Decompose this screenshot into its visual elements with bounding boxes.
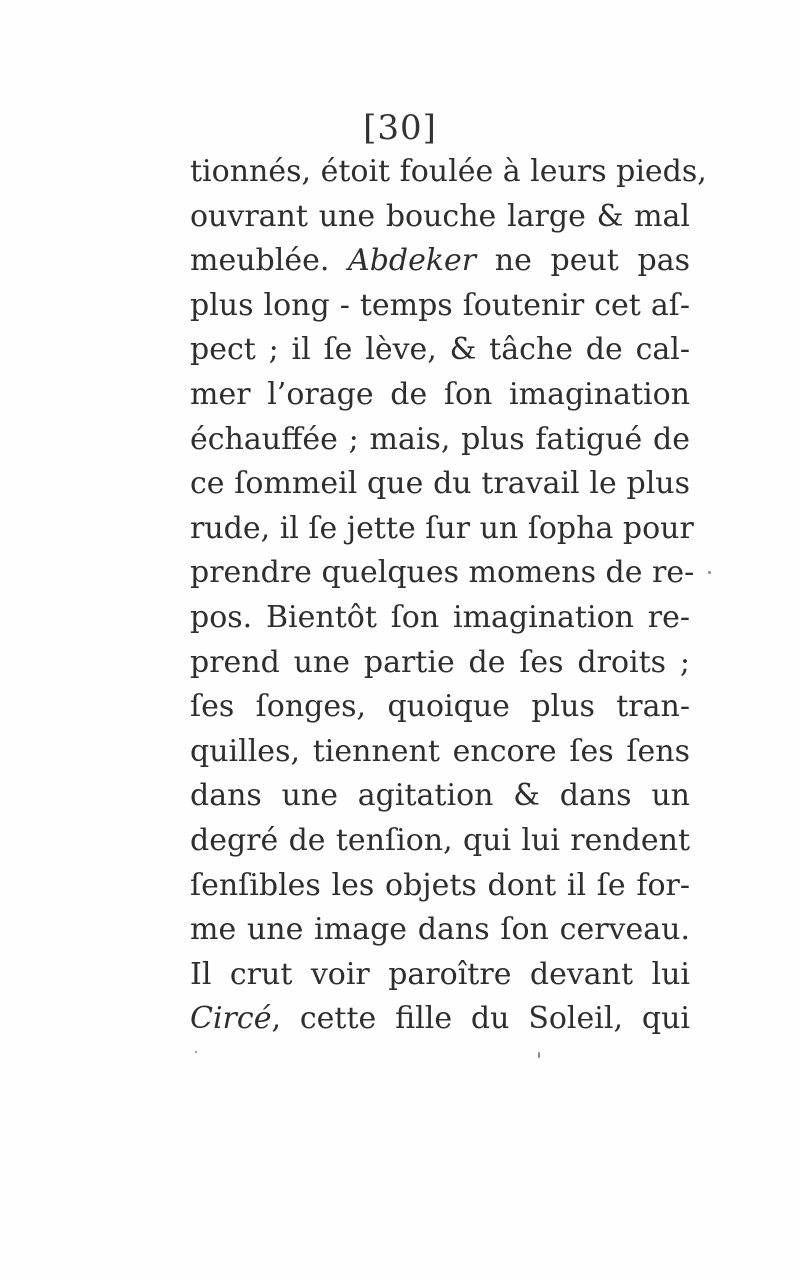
text-run: me une image dans ſon cerveau.: [190, 912, 690, 948]
text-run: , cette fille du Soleil, qui: [271, 1001, 690, 1037]
text-run: dans une agitation & dans un: [190, 778, 690, 814]
text-run: ouvrant une bouche large & mal: [190, 198, 690, 234]
body-text: [190, 150, 707, 1042]
text-run: prend une partie de ſes droits ;: [190, 644, 690, 680]
text-run: Il crut voir paroître devant lui: [190, 956, 690, 992]
italic-name-circe: Circé: [190, 1001, 272, 1037]
text-run: mer l’orage de ſon imagination: [190, 376, 690, 412]
text-run: degré de tenſion, qui lui rendent: [190, 822, 690, 858]
text-line: [190, 596, 690, 641]
text-line: [190, 997, 690, 1042]
text-line: [190, 373, 690, 418]
text-run: pos. Bientôt ſon imagination re-: [190, 599, 690, 635]
text-line: [190, 284, 690, 329]
text-line: [190, 774, 690, 819]
text-line: [190, 685, 690, 730]
text-line: [190, 462, 690, 507]
ink-speck: [538, 1052, 540, 1058]
text-run: tionnés, étoit foulée à leurs pieds,: [190, 154, 707, 189]
text-run: rude, il ſe jette ſur un ſopha pour: [190, 510, 694, 546]
ink-speck: [195, 1051, 197, 1053]
text-line: [190, 150, 707, 195]
text-run: pect ; il ſe lève, & tâche de cal-: [190, 332, 690, 368]
text-line: [190, 819, 690, 864]
italic-name-abdeker: Abdeker: [348, 243, 477, 279]
text-line: [190, 328, 690, 373]
text-run: ſes ſonges, quoique plus tran-: [190, 689, 690, 725]
text-line: [190, 507, 694, 552]
text-run: plus long - temps ſoutenir cet aſ-: [190, 287, 690, 323]
text-line: [190, 908, 690, 953]
text-line: [190, 551, 695, 596]
text-line: [190, 730, 690, 775]
text-line: [190, 239, 690, 284]
text-line: [190, 418, 690, 463]
page-number: [30]: [363, 108, 437, 148]
text-run: échauffée ; mais, plus fatigué de: [190, 421, 690, 457]
text-run: ce ſommeil que du travail le plus: [190, 466, 690, 502]
text-run: quilles, tiennent encore ſes ſens: [190, 733, 690, 769]
text-line: [190, 641, 690, 686]
text-run: meublée.: [190, 243, 349, 279]
text-line: [190, 864, 690, 909]
text-run: ſenſibles les objets dont il ſe for-: [190, 867, 690, 903]
text-run: ne peut pas: [476, 243, 690, 279]
text-line: [190, 953, 690, 998]
text-line: [190, 195, 690, 240]
ink-speck: [708, 571, 711, 574]
text-run: prendre quelques momens de re-: [190, 555, 695, 591]
